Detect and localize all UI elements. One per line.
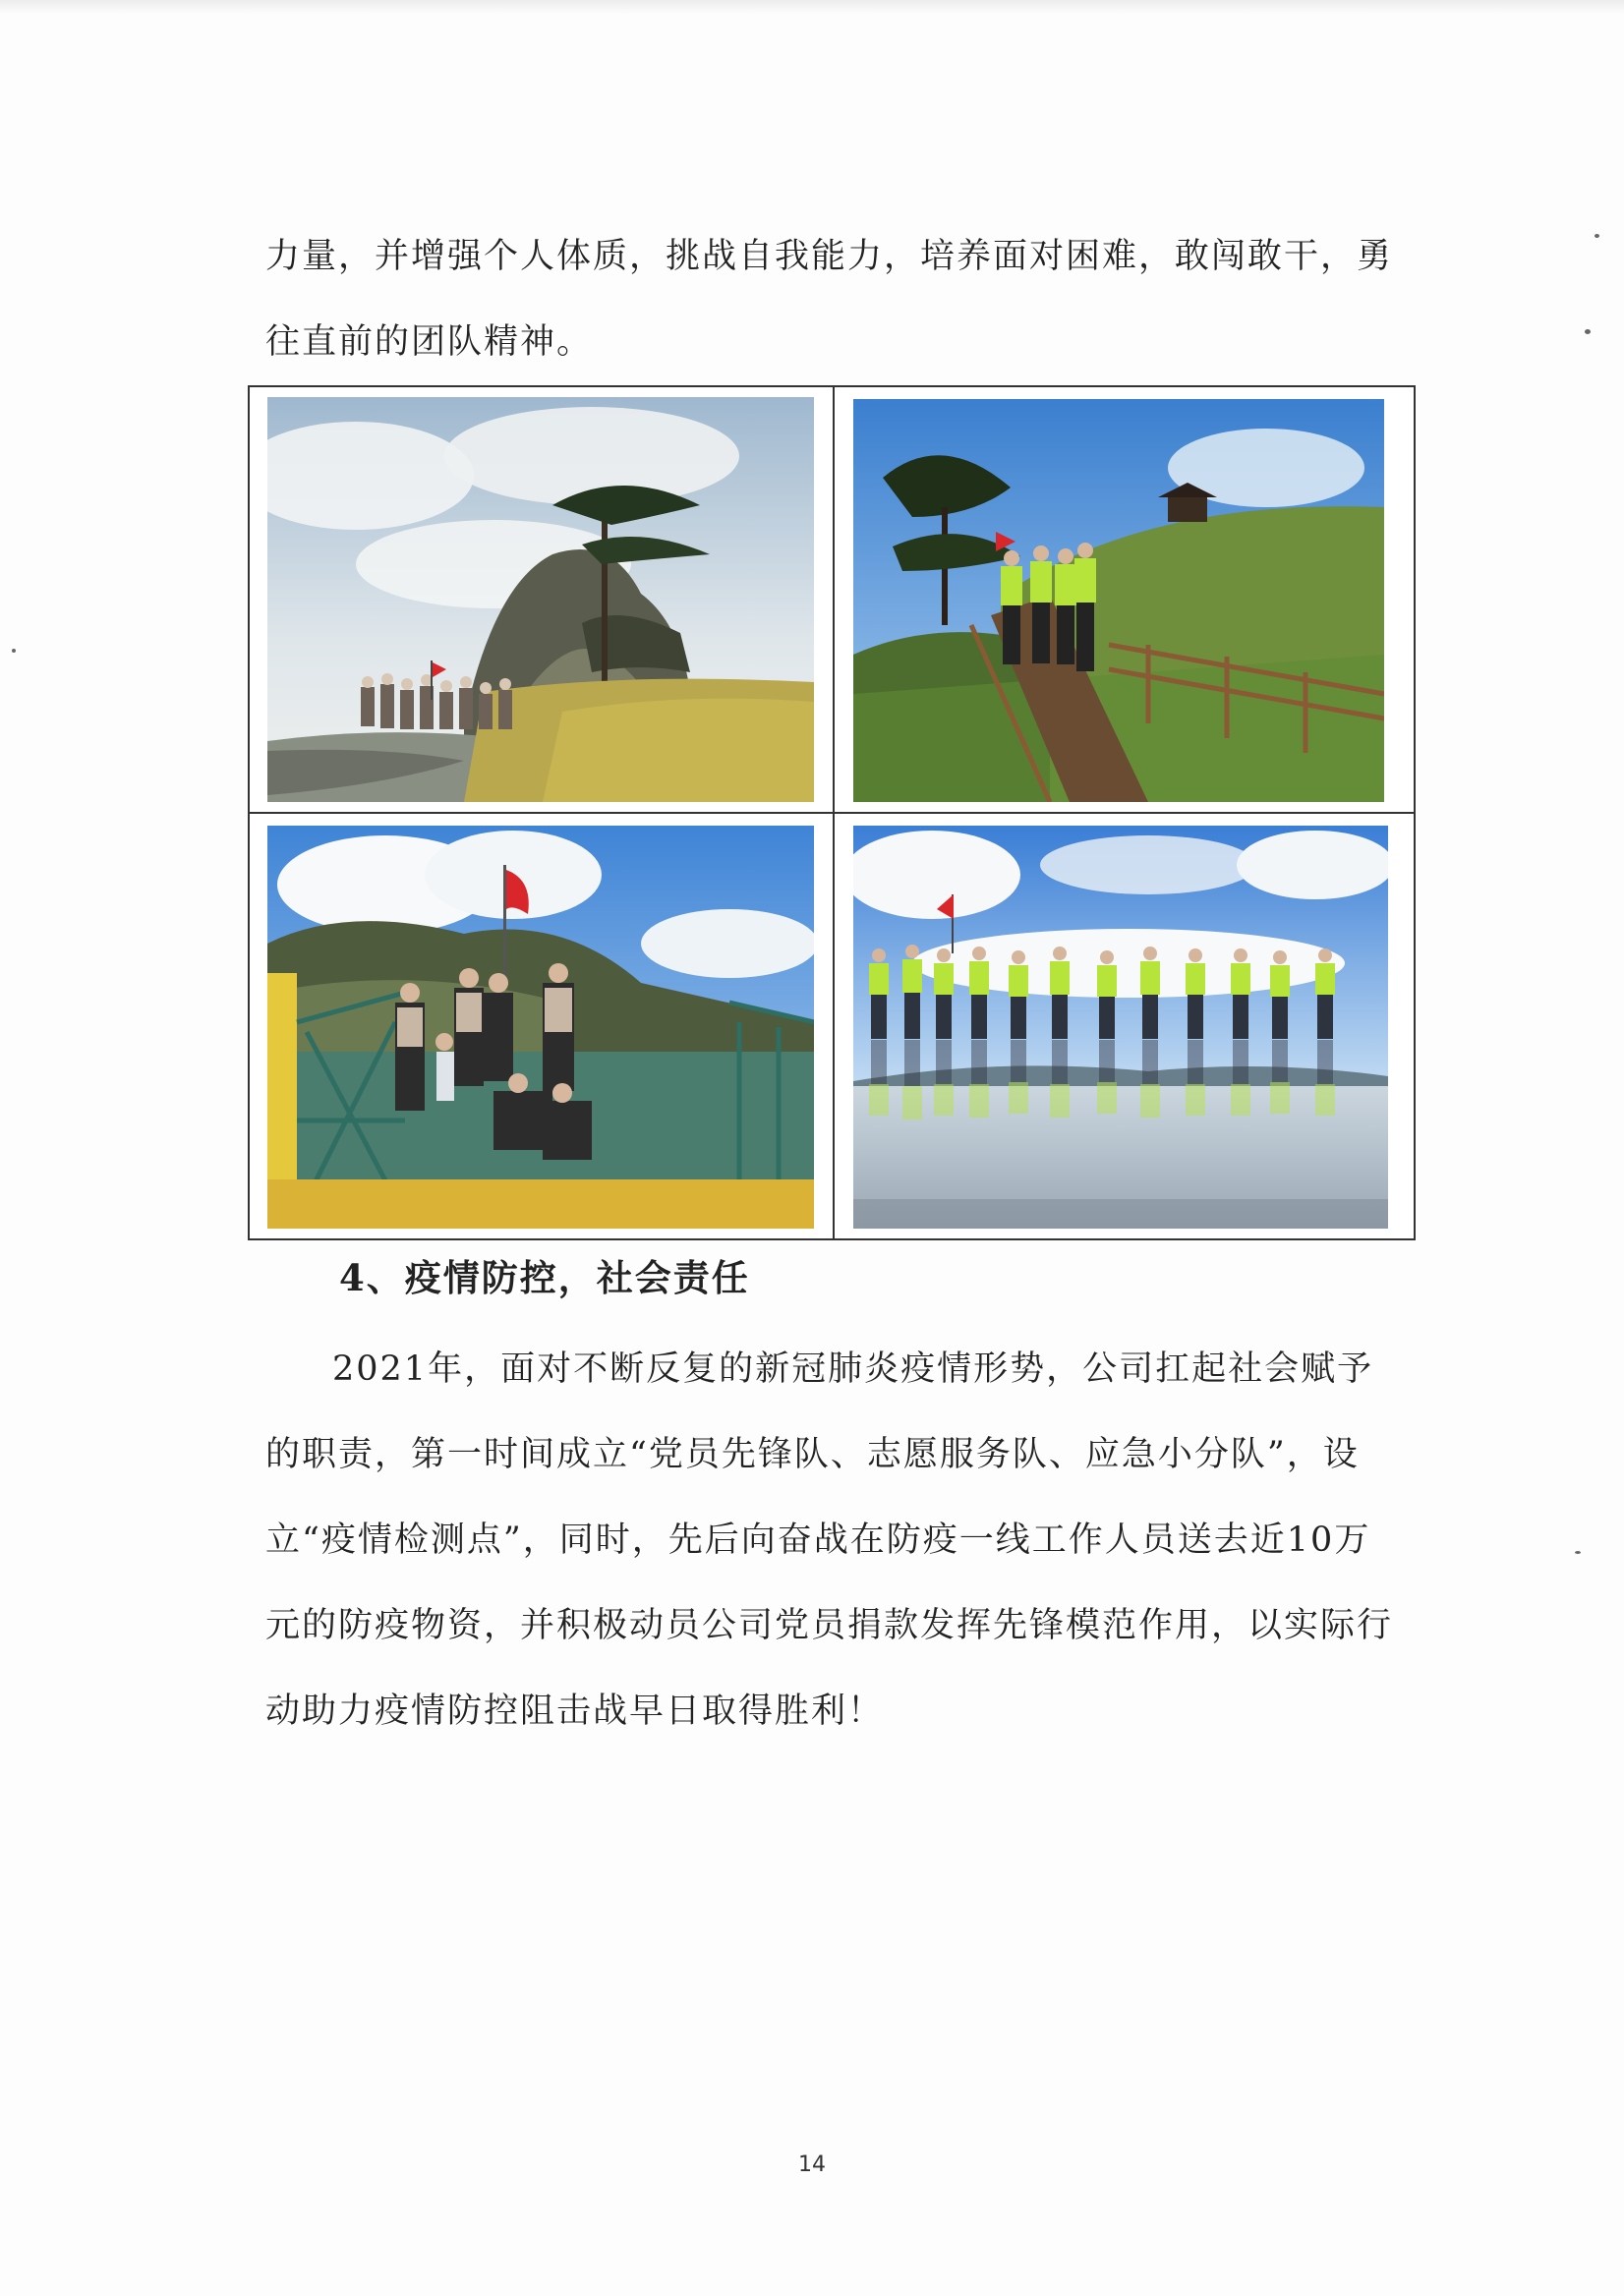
photo-group-at-rock xyxy=(267,397,814,802)
page-number: 14 xyxy=(798,2152,826,2177)
section-body: 2021年，面对不断反复的新冠肺炎疫情形势，公司扛起社会赋予的职责，第一时间成立“党员先锋队、志愿服务队、应急小分队”，设立“疫情检测点”，同时，先后向奋战在防疫一线工作人员送去近10万元的防疫物资，并积极动员公司党员捐款发挥先锋模范作用，以实际行动助力疫情防控阻击战早日取得胜利！ xyxy=(265,1349,1394,1731)
scan-edge-shadow xyxy=(0,0,1624,14)
photo-group-on-stairs xyxy=(853,399,1384,802)
scan-speck xyxy=(1585,329,1591,334)
paragraph-top: 力量，并增强个人体质，挑战自我能力，培养面对困难，敢闯敢干，勇往直前的团队精神。 xyxy=(265,237,1394,362)
scan-speck xyxy=(1595,234,1599,238)
scan-speck xyxy=(1575,1551,1581,1554)
scan-speck xyxy=(12,649,16,653)
photo-group-with-flag xyxy=(267,826,814,1229)
photo-grid xyxy=(248,385,1416,1240)
grid-divider-horizontal xyxy=(250,812,1414,814)
section-heading: 4、疫情防控，社会责任 xyxy=(339,1256,750,1299)
photo-group-glass-platform xyxy=(853,826,1388,1229)
